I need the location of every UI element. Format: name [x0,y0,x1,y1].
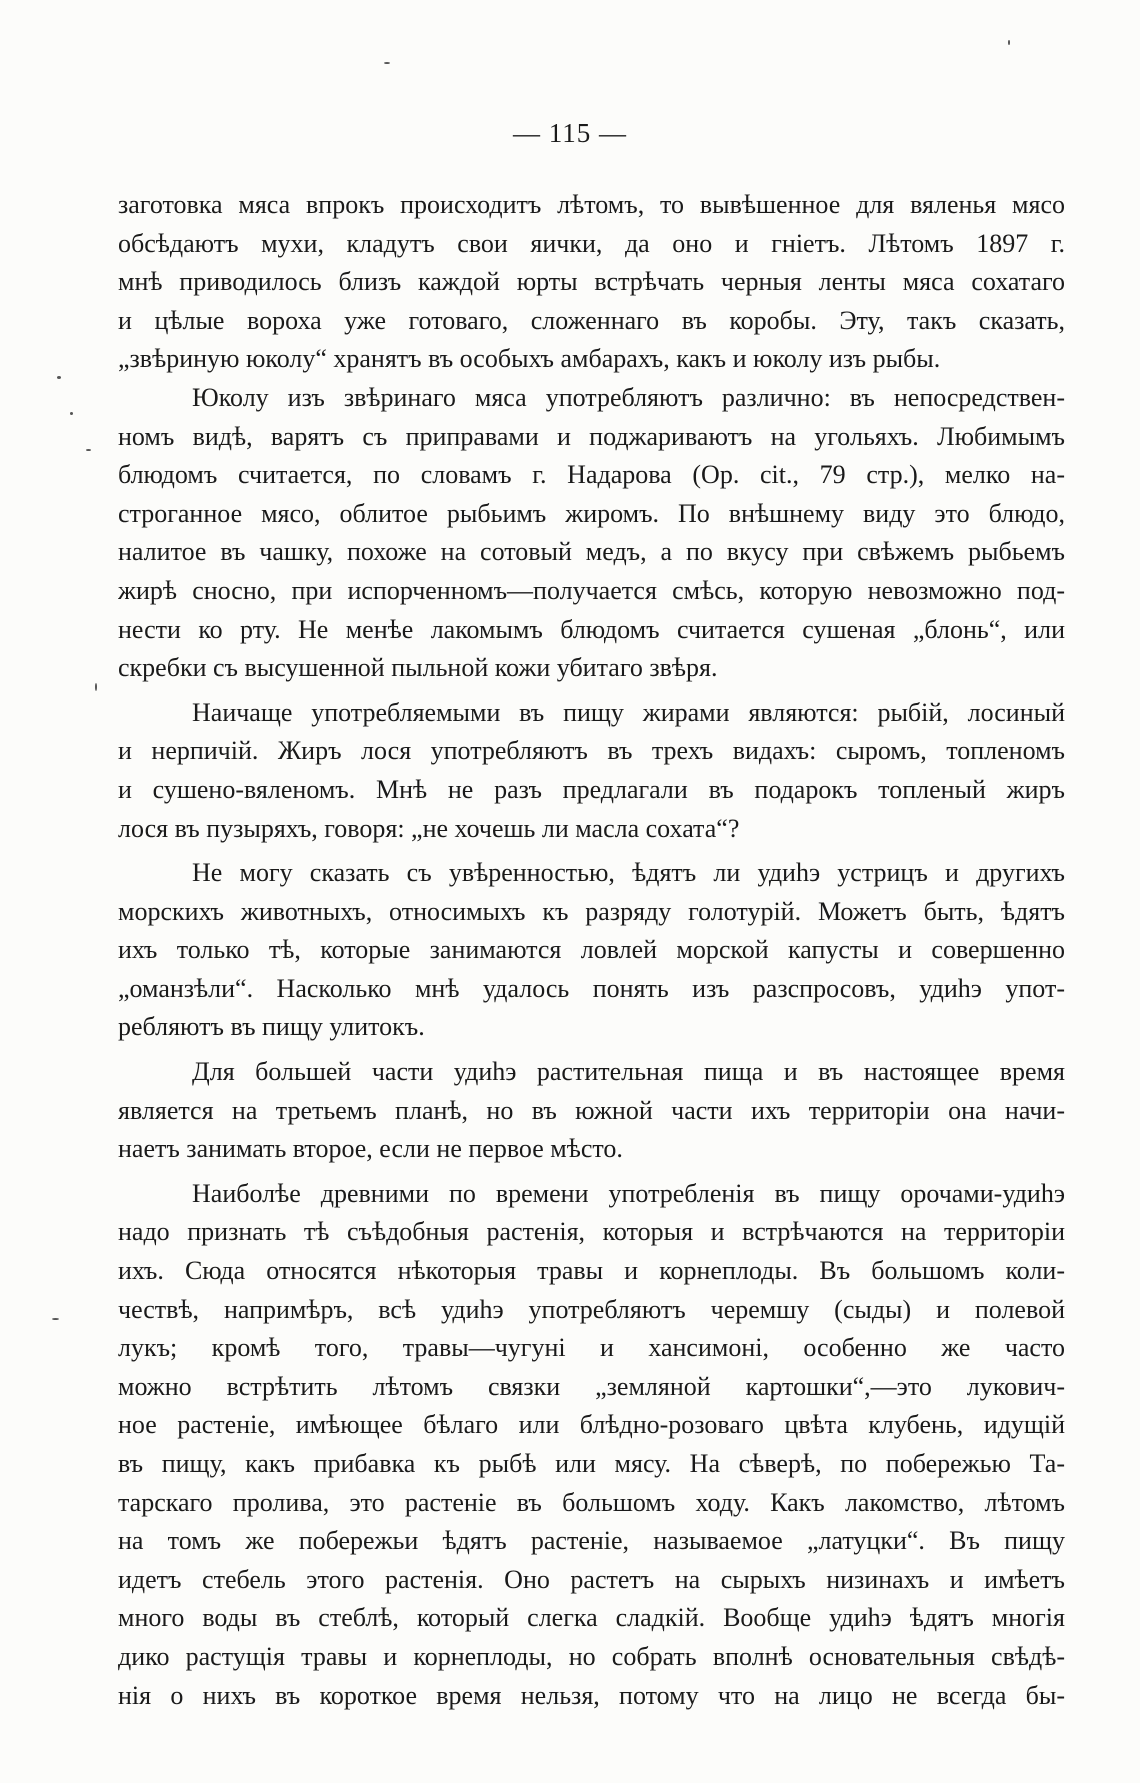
scan-speck [1008,40,1010,45]
text-line: является на третьемъ планѣ, но въ южной части ихъ территоріи она начи- [118,1095,1065,1125]
scan-speck [86,449,91,451]
scan-speck [57,376,61,379]
text-line: обсѣдаютъ мухи, кладутъ свои яички, да оно и гніетъ. Лѣтомъ 1897 г. [118,228,1065,258]
text-line: можно встрѣтить лѣтомъ связки „земляной картошки“,—это лукович- [118,1371,1065,1401]
text-line: мнѣ приводилось близъ каждой юрты встрѣчать черныя ленты мяса сохатаго [118,267,1065,297]
text-line: жирѣ сносно, при испорченномъ—получается смѣсь, которую невозможно под- [118,575,1065,605]
text-line: въ пищу, какъ прибавка къ рыбѣ или мясу. На сѣверѣ, по побережью Та- [118,1449,1065,1478]
text-line: ребляютъ въ пищу улитокъ. [118,1012,425,1042]
text-line: Наичаще употребляемыми въ пищу жирами являются: рыбій, лосиный [192,697,1065,727]
text-line: и цѣлые вороха уже готоваго, сложеннаго въ коробы. Эту, такъ сказать, [118,305,1065,335]
text-line: Не могу сказать съ увѣренностью, ѣдятъ ли удиһэ устрицъ и другихъ [192,858,1065,888]
text-line: ихъ. Сюда относятся нѣкоторыя травы и корнеплоды. Въ большомъ коли- [118,1256,1065,1286]
page-number: — 115 — [513,118,627,148]
text-line: и сушено-вяленомъ. Мнѣ не разъ предлагали въ подарокъ топленый жиръ [118,774,1065,804]
scan-speck [95,683,97,691]
text-line: нести ко рту. Не менѣе лакомымъ блюдомъ считается сушеная „блонь“, или [118,614,1065,644]
text-line: налитое въ чашку, похоже на сотовый медъ, а по вкусу при свѣжемъ рыбьемъ [118,537,1065,567]
scan-speck [52,1318,59,1320]
text-line: много воды въ стеблѣ, который слегка сладкій. Вообще удиһэ ѣдятъ многія [118,1603,1065,1633]
text-line: заготовка мяса впрокъ происходитъ лѣтомъ, то вывѣшенное для вяленья мясо [118,190,1065,219]
text-line: Наиболѣе древними по времени употребленія въ пищу орочами-удиһэ [192,1178,1065,1208]
text-line: на томъ же побережьи ѣдятъ растеніе, называемое „латуцки“. Въ пищу [118,1526,1065,1556]
text-line: Для большей части удиһэ растительная пища и въ настоящее время [192,1057,1065,1087]
text-line: дико растущія травы и корнеплоды, но собрать вполнѣ основательныя свѣдѣ- [118,1641,1065,1671]
text-line: идетъ стебель этого растенія. Оно растетъ на сырыхъ низинахъ и имѣетъ [118,1564,1065,1594]
text-line: лося въ пузыряхъ, говоря: „не хочешь ли масла сохата“? [118,813,740,843]
text-line: скребки съ высушенной пыльной кожи убитаго звѣря. [118,653,718,683]
text-line: „оманзѣли“. Насколько мнѣ удалось понять изъ разспросовъ, удиһэ упот- [118,973,1065,1003]
text-line: Юколу изъ звѣринаго мяса употребляютъ различно: въ непосредствен- [192,382,1065,412]
text-line: ихъ только тѣ, которые занимаются ловлей морской капусты и совершенно [118,935,1065,965]
text-line: строганное мясо, облитое рыбьимъ жиромъ. По внѣшнему виду это блюдо, [118,498,1065,528]
body-text [118,186,1065,1715]
text-line: и нерпичій. Жиръ лося употребляютъ въ трехъ видахъ: сыромъ, топленомъ [118,736,1065,766]
text-line: нія о нихъ въ короткое время нельзя, потому что на лицо не всегда бы- [118,1680,1065,1710]
text-line: морскихъ животныхъ, относимыхъ къ разряду голотурій. Можетъ быть, ѣдятъ [118,896,1065,926]
text-line: наетъ занимать второе, если не первое мѣсто. [118,1134,623,1164]
scan-speck [70,412,73,415]
scan-speck [384,62,390,64]
text-line: блюдомъ считается, по словамъ г. Надарова (Ор. cit., 79 стр.), мелко на- [118,460,1065,490]
text-line: номъ видѣ, варятъ съ приправами и поджариваютъ на угольяхъ. Любимымъ [118,421,1065,451]
text-line: тарскаго пролива, это растеніе въ большомъ ходу. Какъ лакомство, лѣтомъ [118,1487,1065,1517]
text-line: чествѣ, напримѣръ, всѣ удиһэ употребляютъ черемшу (сыды) и полевой [118,1294,1065,1324]
text-line: ное растеніе, имѣющее бѣлаго или блѣдно-розоваго цвѣта клубень, идущій [118,1410,1065,1440]
text-line: надо признать тѣ съѣдобныя растенія, которыя и встрѣчаются на территоріи [118,1217,1065,1247]
text-line: „звѣриную юколу“ хранятъ въ особыхъ амбарахъ, какъ и юколу изъ рыбы. [118,344,941,374]
text-line: лукъ; кромѣ того, травы—чугуні и хансимоні, особенно же часто [118,1333,1065,1363]
